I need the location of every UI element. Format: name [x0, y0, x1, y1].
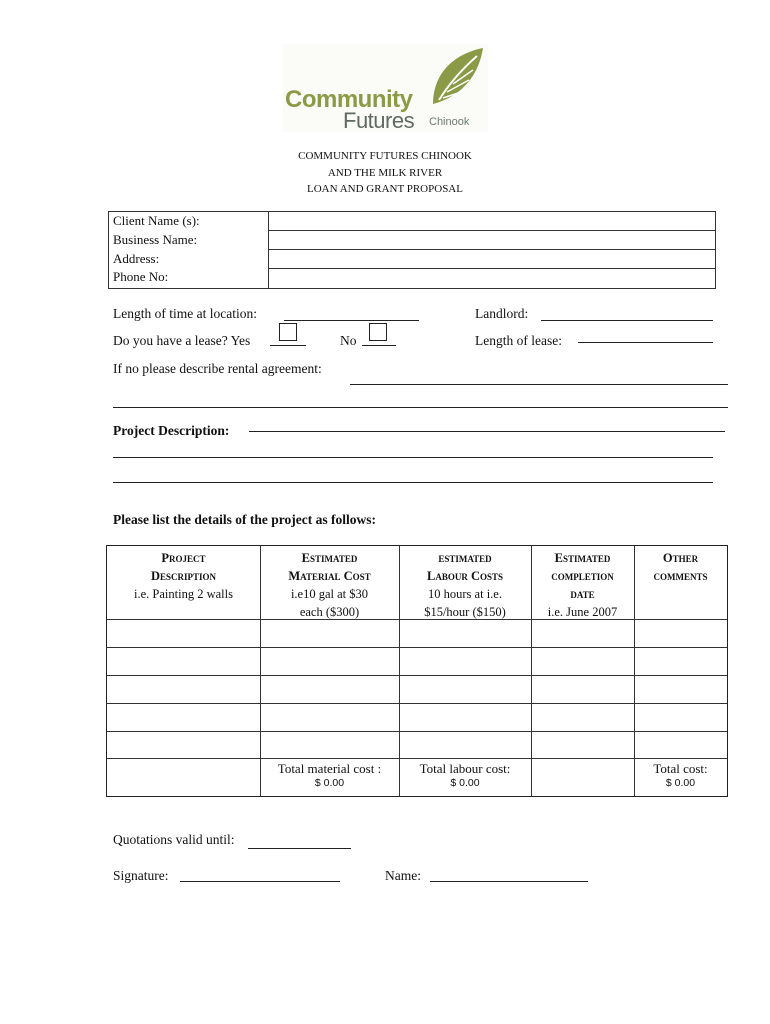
address-label: Address:: [113, 251, 160, 266]
client-info-table: [108, 211, 716, 289]
row-divider: [107, 758, 727, 759]
lease-yes-underline: [270, 345, 306, 346]
landlord-field[interactable]: [541, 320, 713, 321]
row-divider: [107, 647, 727, 648]
name-field[interactable]: [430, 881, 588, 882]
project-description-label: Project Description:: [113, 423, 230, 438]
logo-text-futures: Futures: [343, 108, 415, 133]
project-details-heading: Please list the details of the project as follows:: [113, 512, 376, 527]
row-divider: [107, 731, 727, 732]
rental-agreement-field[interactable]: [350, 384, 728, 385]
lease-no-underline: [362, 345, 396, 346]
row-divider: [268, 249, 715, 250]
title-line-3: LOAN AND GRANT PROPOSAL: [307, 183, 463, 195]
lease-yes-checkbox[interactable]: [279, 323, 297, 341]
rental-agreement-label: If no please describe rental agreement:: [113, 361, 322, 376]
row-divider: [107, 703, 727, 704]
name-label: Name:: [385, 868, 421, 883]
project-description-line-3[interactable]: [113, 482, 713, 483]
project-description-line-2[interactable]: [113, 457, 713, 458]
lease-no-checkbox[interactable]: [369, 323, 387, 341]
address-field[interactable]: [271, 251, 711, 267]
signature-field[interactable]: [180, 881, 340, 882]
business-name-field[interactable]: [271, 232, 711, 248]
length-at-location-field[interactable]: [284, 320, 419, 321]
project-details-table: [106, 545, 728, 797]
lease-question-label: Do you have a lease? Yes: [113, 333, 251, 348]
header-material-cost: Estimated Material Cost i.e10 gal at $30 each ($300): [288, 551, 371, 619]
header-other-comments: Other comments: [653, 551, 708, 583]
project-description-field[interactable]: [249, 431, 725, 432]
lease-no-label: No: [340, 333, 357, 348]
lease-length-field[interactable]: [578, 342, 713, 343]
signature-label: Signature:: [113, 868, 169, 883]
total-cost: Total cost: $ 0.00: [634, 761, 727, 789]
header-completion-date: Estimated completion date i.e. June 2007: [547, 551, 618, 619]
quotations-valid-field[interactable]: [248, 848, 351, 849]
logo-text-chinook: Chinook: [429, 116, 470, 128]
client-name-field[interactable]: [271, 213, 711, 229]
total-material-cost: Total material cost : $ 0.00: [260, 761, 399, 789]
row-divider: [107, 675, 727, 676]
phone-field[interactable]: [271, 270, 711, 286]
title-line-1: COMMUNITY FUTURES CHINOOK: [298, 150, 472, 162]
quotations-valid-label: Quotations valid until:: [113, 832, 235, 847]
client-name-label: Client Name (s):: [113, 213, 200, 228]
total-cost-value: $ 0.00: [665, 777, 696, 789]
lease-length-label: Length of lease:: [475, 333, 562, 348]
row-divider: [268, 230, 715, 231]
header-project-description: Project Description i.e. Painting 2 walls: [134, 551, 233, 601]
length-at-location-label: Length of time at location:: [113, 306, 257, 321]
business-name-label: Business Name:: [113, 232, 198, 247]
rental-agreement-field-line-2[interactable]: [113, 407, 728, 408]
total-labour-cost: Total labour cost: $ 0.00: [399, 761, 531, 789]
title-line-2: AND THE MILK RIVER: [327, 167, 443, 179]
phone-label: Phone No:: [113, 269, 169, 284]
logo-text-community: Community: [285, 86, 413, 113]
total-material-value: $ 0.00: [314, 777, 345, 789]
row-divider: [268, 268, 715, 269]
header-labour-costs: estimated Labour Costs 10 hours at i.e. $15/hour ($150): [424, 551, 506, 619]
total-labour-value: $ 0.00: [450, 777, 480, 789]
landlord-label: Landlord:: [475, 306, 529, 321]
